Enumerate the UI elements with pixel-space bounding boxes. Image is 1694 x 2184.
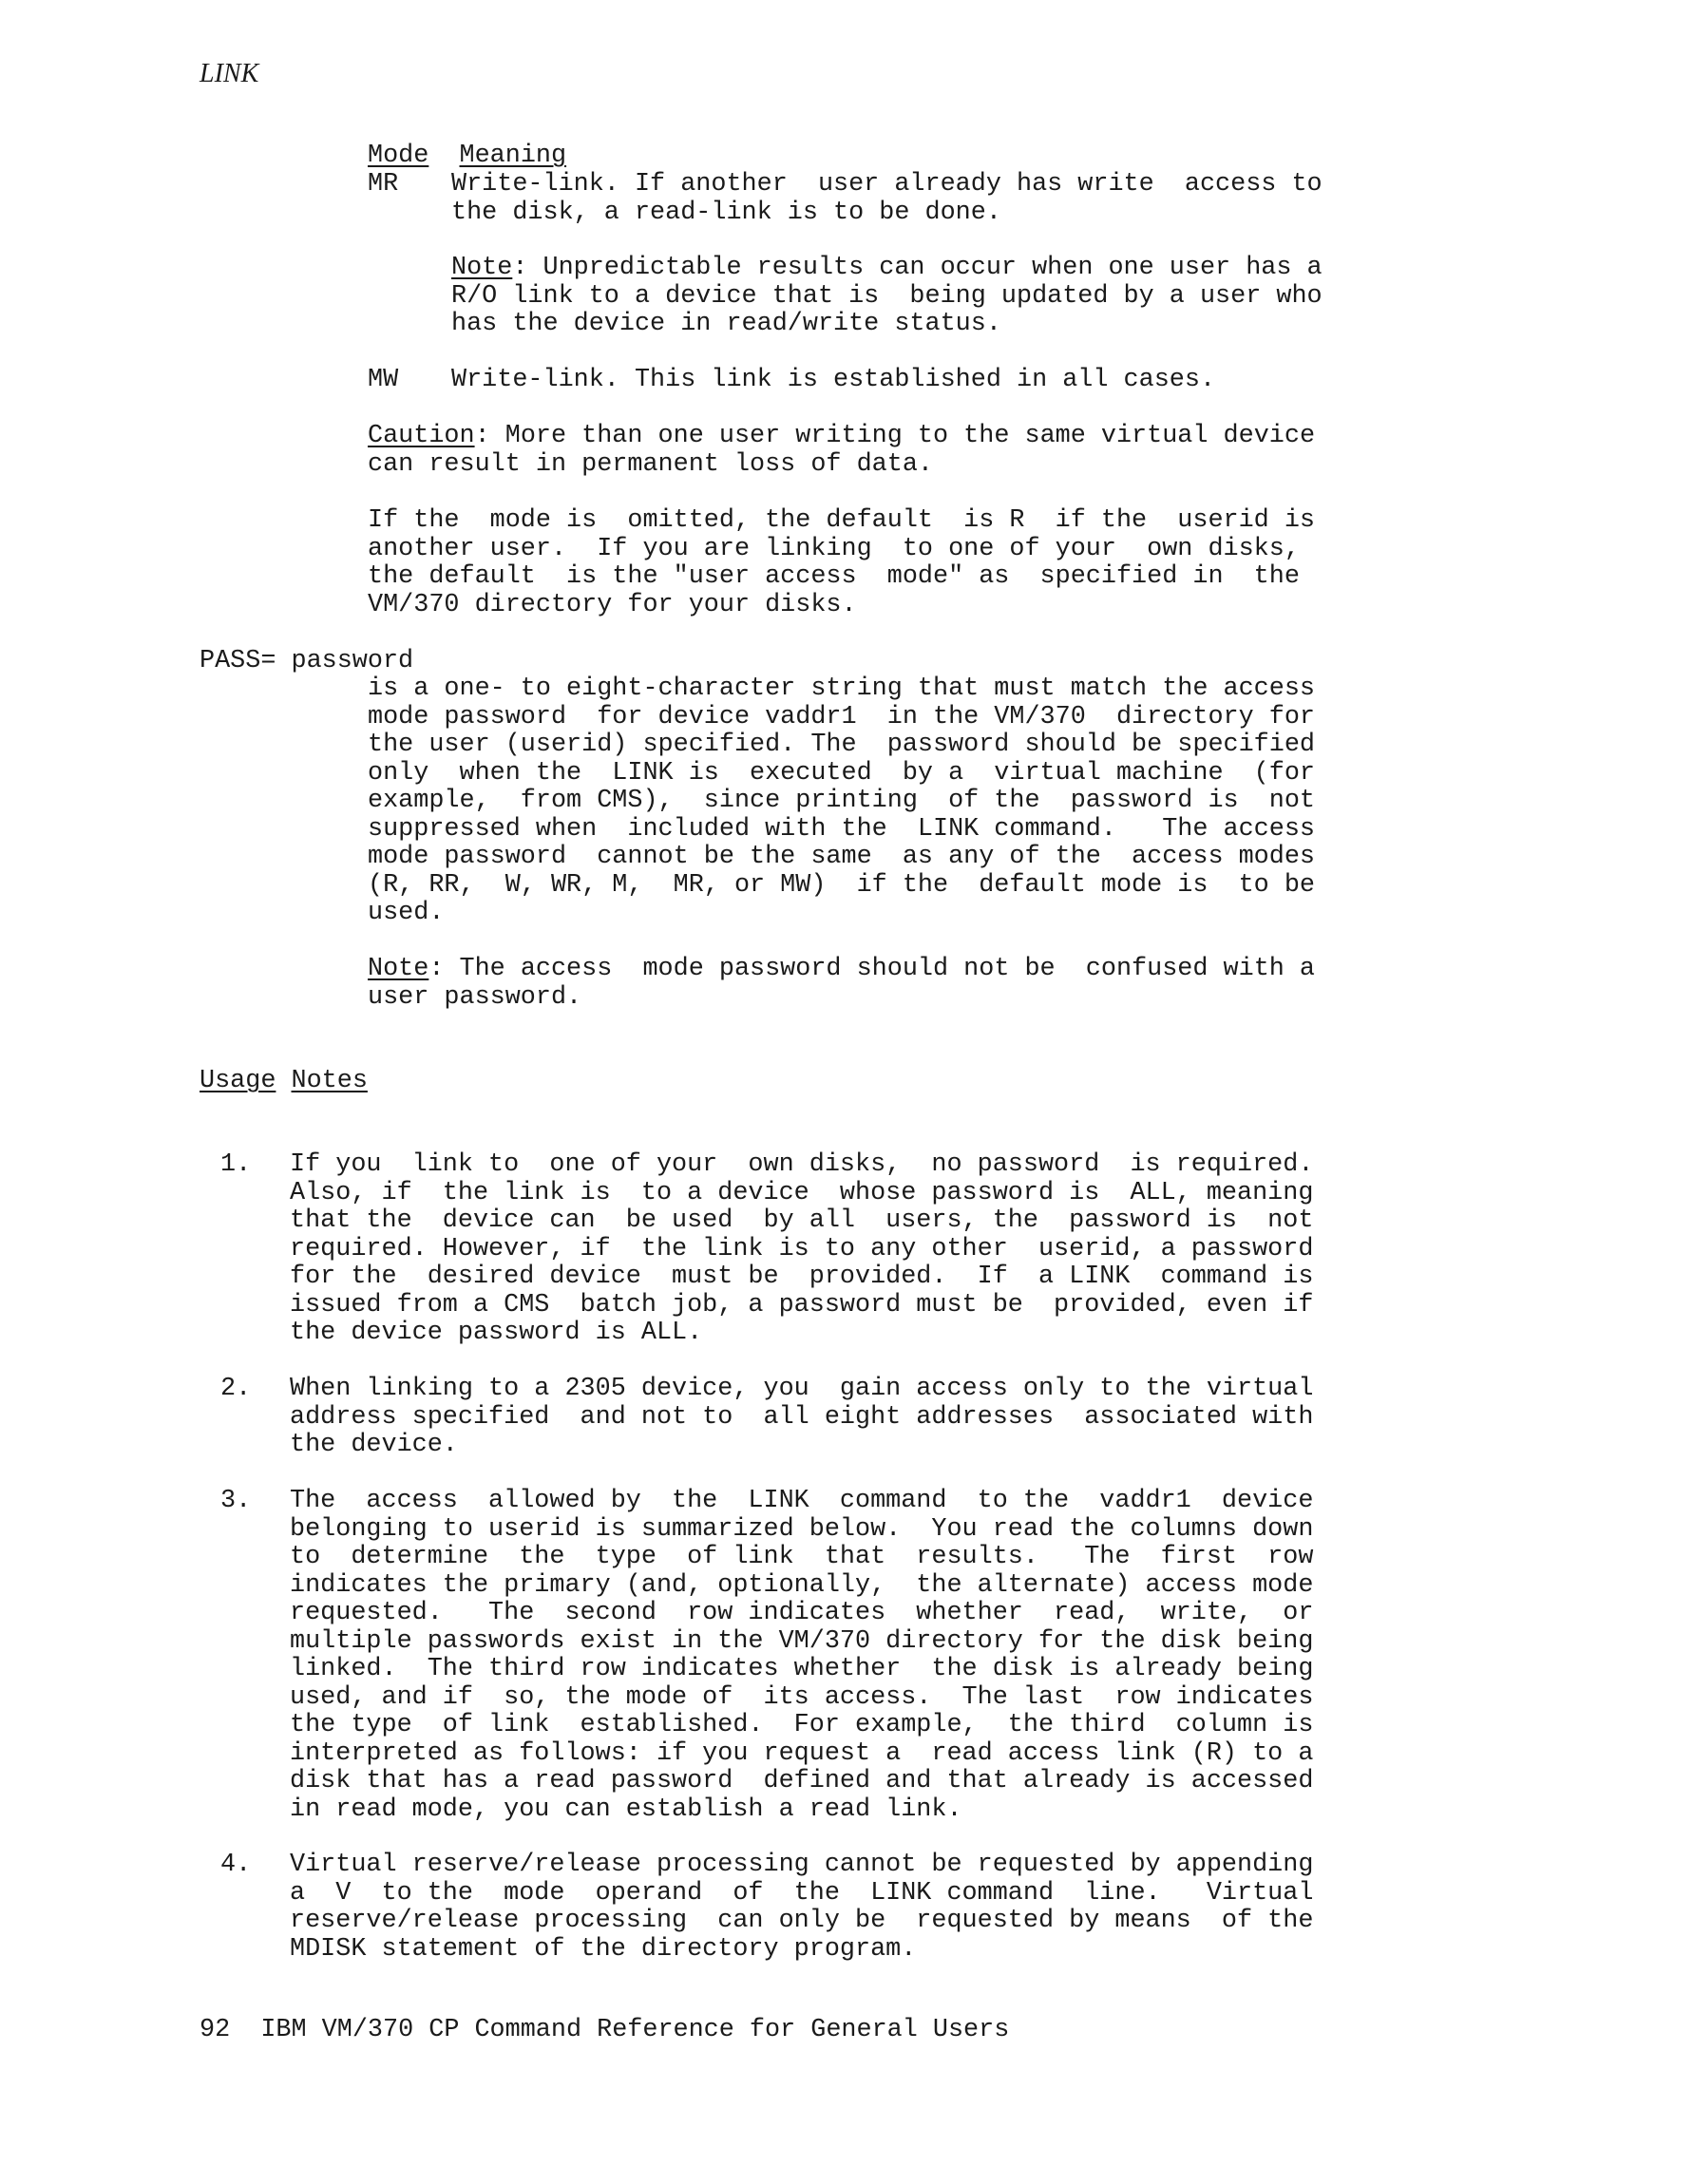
text-line [368,423,1315,451]
usage-note-3 [290,1488,1313,1824]
text-line: linked. The third row indicates whether the disk is already being [290,1655,1314,1683]
usage-note-1 [290,1151,1313,1348]
usage-note-4 [290,1852,1313,1964]
text-line: indicates the primary (and, optionally, the alternate) access mode [290,1570,1314,1600]
text-line: to determine the type of link that results. The first row [290,1543,1314,1571]
text-line: user password. [368,982,582,1012]
text-line: used, and if so, the mode of its access. The last row indicates [290,1682,1314,1712]
caution-text: : More than one user writing to the same virtual device [474,422,1316,450]
text-line: can result in permanent loss of data. [368,449,933,479]
heading-word: Usage [200,1067,276,1095]
note-label: Note [368,955,429,983]
usage-note-2 [290,1376,1313,1460]
text-line: If you link to one of your own disks, no password is required. [290,1150,1314,1179]
running-header: LINK [200,59,259,88]
text-line: (R, RR, W, WR, M, MR, or MW) if the default mode is to be [368,870,1316,900]
text-line: in read mode, you can establish a read link. [290,1795,962,1824]
publication-title: IBM VM/370 CP Command Reference for General Users [260,2016,1010,2044]
mode-code-mw: MW [368,366,399,394]
text-line: R/O link to a device that is being updated by a user who [451,281,1323,311]
note-text: : Unpredictable results can occur when one user has a [512,254,1323,282]
text-line: address specified and not to all eight addresses associated with [290,1402,1314,1432]
mode-table-header [368,142,566,171]
text-line: required. However, if the link is to any other userid, a password [290,1234,1314,1263]
text-line: only when the LINK is executed by a virtual machine (for [368,758,1316,788]
text-line: Write-link. If another user already has write access to [451,170,1323,199]
text-line: the user (userid) specified. The password should be specified [368,731,1316,759]
text-line: VM/370 directory for your disks. [368,590,857,619]
note-label: Note [451,254,513,282]
text-line: the type of link established. For example, the third column is [290,1711,1314,1739]
note-number: 3. [220,1487,252,1515]
text-line: that the device can be used by all users, the password is not [290,1206,1314,1235]
text-line: issued from a CMS batch job, a password must be provided, even if [290,1290,1314,1320]
mode-mr-description [451,171,1323,227]
text-line: Also, if the link is to a device whose password is ALL, meaning [290,1178,1314,1207]
usage-notes-heading [200,1068,368,1096]
text-line: a V to the mode operand of the LINK command line. Virtual [290,1878,1314,1908]
pass-note [368,956,1315,1012]
page-footer [200,2017,1009,2045]
text-line: suppressed when included with the LINK command. The access [368,814,1316,844]
text-line [451,255,1323,283]
text-line: When linking to a 2305 device, you gain access only to the virtual [290,1375,1314,1403]
caution-paragraph [368,423,1315,479]
caution-label: Caution [368,422,475,450]
text-line: mode password for device vaddr1 in the VM/370 directory for [368,702,1316,731]
text-line: disk that has a read password defined and that already is accessed [290,1767,1314,1795]
note-number: 1. [220,1150,252,1179]
mode-column-heading: Mode [368,142,429,170]
text-line: requested. The second row indicates whether read, write, or [290,1599,1314,1627]
default-mode-paragraph [368,507,1315,619]
mr-note [451,255,1323,339]
heading-word: Notes [291,1067,368,1095]
pass-description [368,675,1315,928]
text-line: mode password cannot be the same as any of the access modes [368,843,1316,871]
note-text: : The access mode password should not be confused with a [428,955,1316,983]
meaning-column-heading: Meaning [459,142,567,170]
text-line: for the desired device must be provided. If a LINK command is [290,1263,1314,1291]
text-line: reserve/release processing can only be requested by means of the [290,1907,1314,1935]
text-line: the device password is ALL. [290,1319,703,1347]
text-line: example, from CMS), since printing of the password is not [368,787,1316,815]
text-line: Virtual reserve/release processing cannot be requested by appending [290,1851,1314,1879]
text-line: used. [368,899,445,927]
mode-code-mr: MR [368,170,399,199]
note-number: 2. [220,1375,252,1403]
text-line: the device. [290,1431,458,1459]
text-line: The access allowed by the LINK command to the vaddr1 device [290,1487,1314,1515]
text-line: the default is the "user access mode" as specified in the [368,562,1300,591]
mode-mw-description: Write-link. This link is established in all cases. [451,366,1216,394]
text-line: MDISK statement of the directory program. [290,1934,917,1964]
text-line: another user. If you are linking to one of your own disks, [368,534,1300,563]
text-line: If the mode is omitted, the default is R if the userid is [368,506,1316,535]
text-line: has the device in read/write status. [451,310,1001,338]
page-number: 92 [200,2016,231,2044]
pass-operand-term: PASS= password [200,647,414,675]
text-line: belonging to userid is summarized below. You read the columns down [290,1514,1314,1544]
text-line: is a one- to eight-character string that must match the access [368,674,1316,703]
text-line [368,956,1315,984]
note-number: 4. [220,1851,252,1879]
text-line: interpreted as follows: if you request a read access link (R) to a [290,1738,1314,1768]
text-line: the disk, a read-link is to be done. [451,198,1001,227]
text-line: multiple passwords exist in the VM/370 directory for the disk being [290,1626,1314,1656]
